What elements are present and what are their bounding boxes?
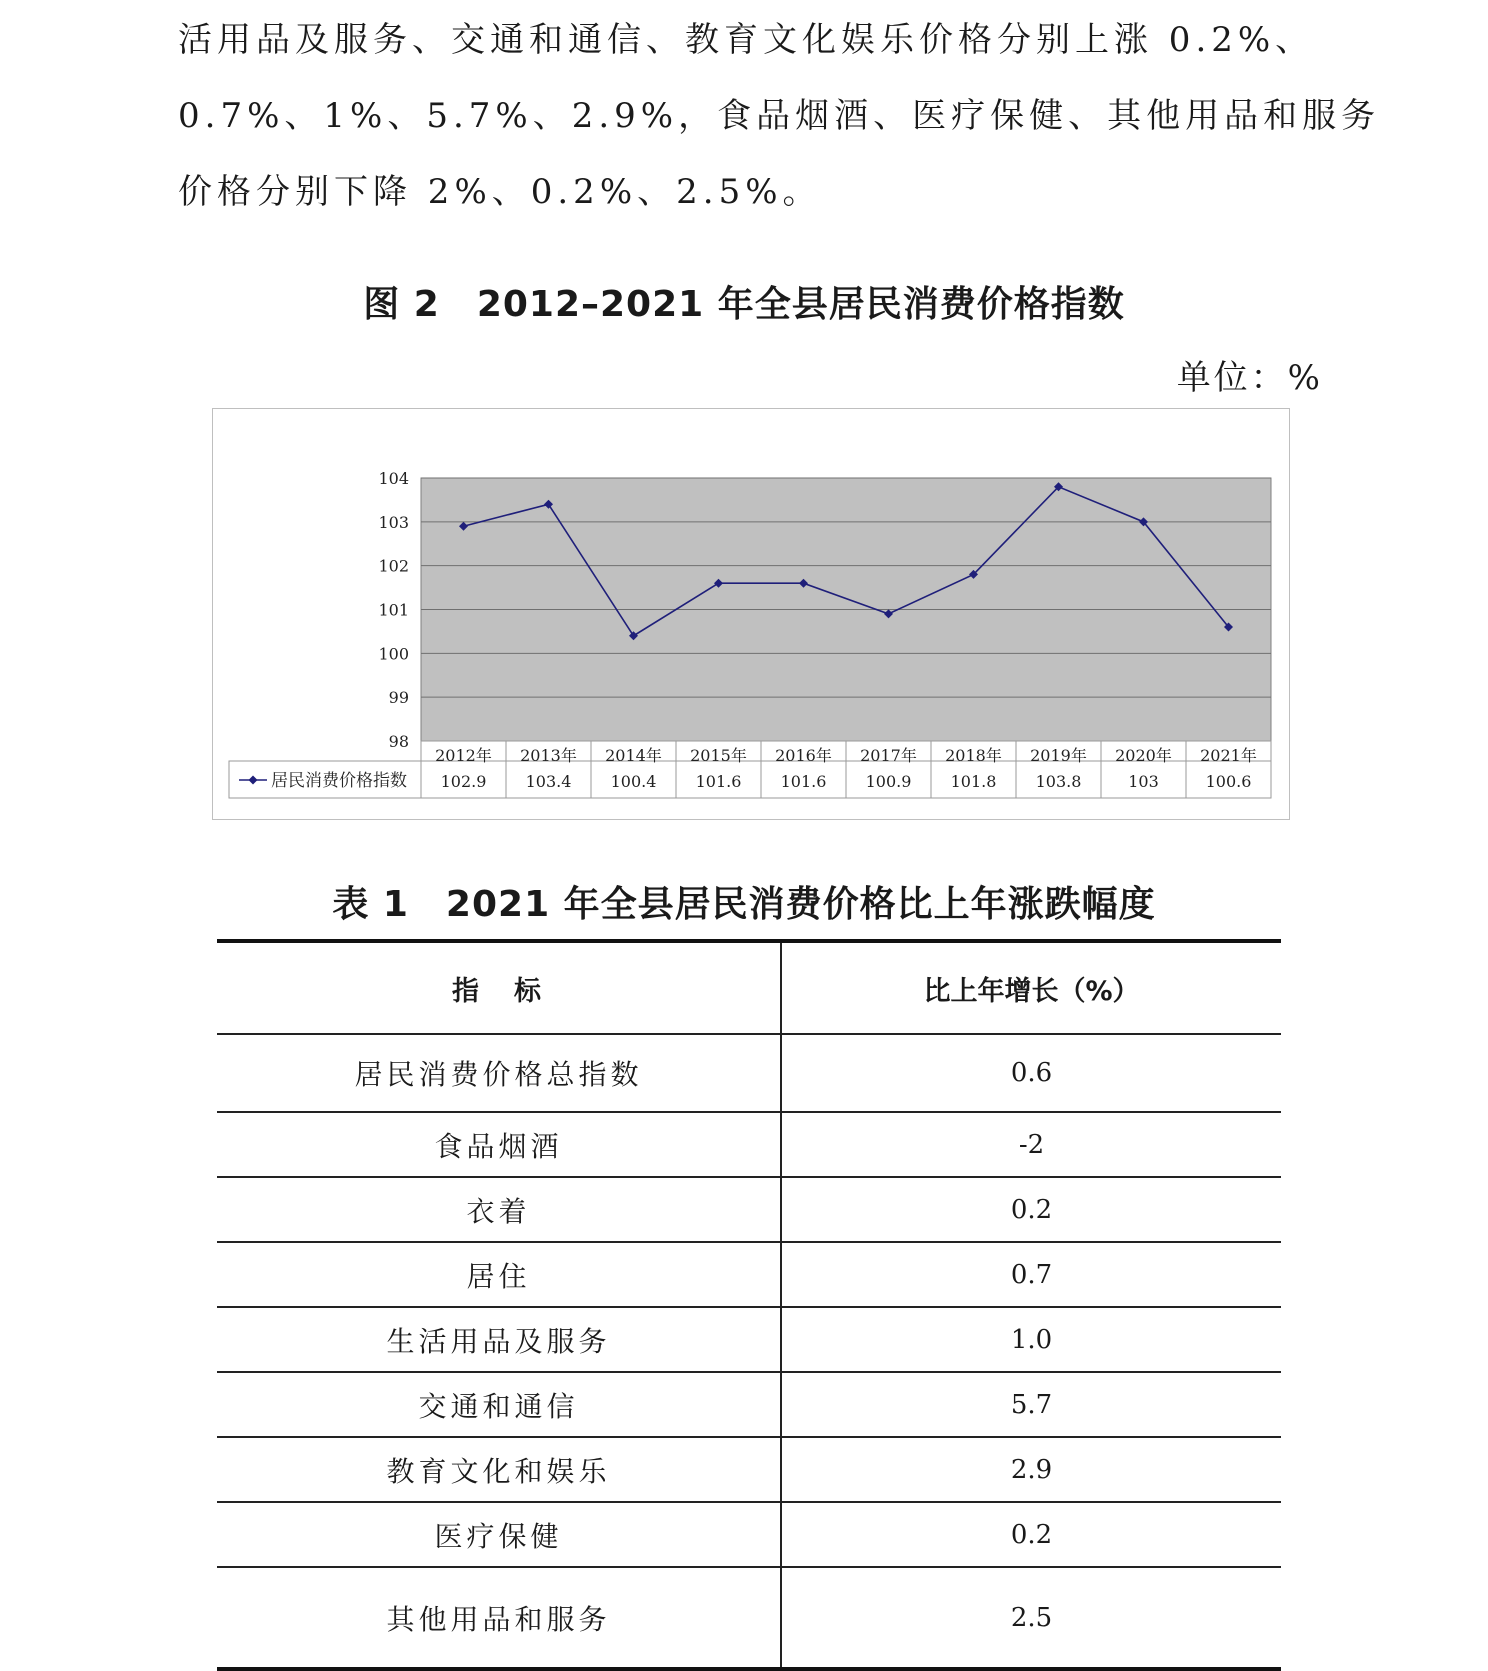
row-indicator: 生活用品及服务	[217, 1307, 781, 1372]
table-title: 表 1 2021 年全县居民消费价格比上年涨跌幅度	[332, 884, 1156, 925]
row-value: 5.7	[781, 1372, 1281, 1437]
legend-marker	[249, 776, 258, 785]
paragraph-line: 0.7%、1%、5.7%、2.9%，食品烟酒、医疗保健、其他用品和服务	[178, 96, 1381, 136]
x-tick-label: 2018年	[945, 746, 1002, 765]
row-value: 0.6	[781, 1034, 1281, 1112]
x-tick-label: 2016年	[775, 746, 832, 765]
row-indicator: 食品烟酒	[217, 1112, 781, 1177]
table-row	[217, 1307, 1281, 1372]
row-value: 1.0	[781, 1307, 1281, 1372]
row-value: 2.5	[781, 1567, 1281, 1669]
row-indicator: 居住	[217, 1242, 781, 1307]
row-value: 0.2	[781, 1177, 1281, 1242]
x-tick-label: 2012年	[435, 746, 492, 765]
data-label: 101.6	[780, 772, 827, 791]
table-row	[217, 1034, 1281, 1112]
x-tick-label: 2015年	[690, 746, 747, 765]
row-indicator: 其他用品和服务	[217, 1567, 781, 1669]
table-row	[217, 1437, 1281, 1502]
x-tick-label: 2017年	[860, 746, 917, 765]
y-tick-label: 102	[378, 556, 409, 576]
x-tick-label: 2021年	[1200, 746, 1257, 765]
table-row	[217, 1502, 1281, 1567]
table-header-row	[217, 941, 1281, 1034]
x-tick-label: 2013年	[520, 746, 577, 765]
y-tick-label: 98	[388, 732, 409, 751]
y-tick-label: 104	[378, 469, 409, 488]
data-label: 101.6	[695, 772, 742, 791]
y-tick-label: 100	[378, 644, 409, 664]
row-indicator: 教育文化和娱乐	[217, 1437, 781, 1502]
row-value: 0.2	[781, 1502, 1281, 1567]
x-tick-label: 2019年	[1030, 746, 1087, 765]
row-value: 2.9	[781, 1437, 1281, 1502]
table-row	[217, 1372, 1281, 1437]
table-row	[217, 1112, 1281, 1177]
y-tick-label: 103	[378, 512, 409, 532]
header-indicator: 指 标	[217, 941, 781, 1034]
y-tick-label: 101	[378, 600, 409, 620]
figure-title: 图 2 2012–2021 年全县居民消费价格指数	[363, 284, 1125, 325]
row-indicator: 衣着	[217, 1177, 781, 1242]
data-label: 102.9	[440, 772, 487, 791]
table-row	[217, 1567, 1281, 1669]
table-row	[217, 1242, 1281, 1307]
data-label: 103.4	[525, 772, 572, 791]
data-label: 100.4	[610, 772, 657, 791]
y-tick-label: 99	[388, 688, 409, 708]
data-label: 100.6	[1205, 772, 1252, 791]
unit-label: 单位：%	[1176, 358, 1323, 398]
x-tick-label: 2014年	[605, 746, 662, 765]
paragraph-line: 活用品及服务、交通和通信、教育文化娱乐价格分别上涨 0.2%、	[178, 20, 1315, 60]
row-indicator: 医疗保健	[217, 1502, 781, 1567]
header-growth: 比上年增长（%）	[781, 941, 1281, 1034]
data-label: 101.8	[950, 772, 997, 791]
row-value: 0.7	[781, 1242, 1281, 1307]
legend-label: 居民消费价格指数	[271, 771, 407, 791]
data-label: 103	[1128, 772, 1159, 791]
x-tick-label: 2020年	[1115, 746, 1172, 765]
paragraph-line: 价格分别下降 2%、0.2%、2.5%。	[178, 172, 822, 212]
cpi-line-chart	[212, 408, 1290, 820]
price-change-table	[217, 939, 1281, 1671]
data-label: 100.9	[865, 772, 912, 791]
table-row	[217, 1177, 1281, 1242]
row-indicator: 居民消费价格总指数	[217, 1034, 781, 1112]
data-label: 103.8	[1035, 772, 1082, 791]
row-value: -2	[781, 1112, 1281, 1177]
row-indicator: 交通和通信	[217, 1372, 781, 1437]
